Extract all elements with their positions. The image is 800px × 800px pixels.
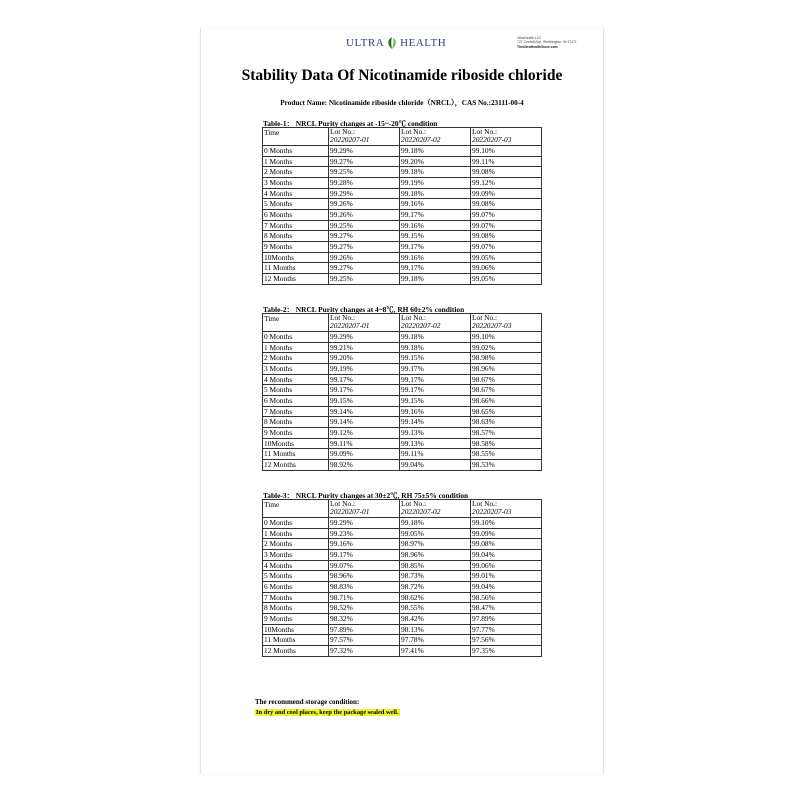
purity-cell: 99.04% (471, 549, 542, 560)
purity-cell: 98.32% (329, 614, 400, 625)
table-row (263, 406, 542, 417)
time-cell: 1 Months (263, 156, 329, 167)
time-cell: 11 Months (263, 635, 329, 646)
purity-cell: 99.18% (400, 188, 471, 199)
purity-cell: 99.19% (329, 363, 400, 374)
company-line: 727 Central Ave, Worthington, IN 47471 (517, 40, 577, 45)
purity-cell: 99.25% (329, 274, 400, 285)
purity-cell: 99.18% (400, 517, 471, 528)
table-row (263, 199, 542, 210)
leaf-icon (386, 36, 398, 50)
purity-cell: 98.96% (329, 571, 400, 582)
purity-cell: 98.53% (471, 460, 542, 471)
purity-cell: 99.15% (400, 231, 471, 242)
purity-cell: 98.62% (400, 592, 471, 603)
time-cell: 3 Months (263, 363, 329, 374)
time-header: Time (263, 500, 329, 518)
purity-cell: 98.42% (400, 614, 471, 625)
purity-cell: 99.17% (400, 263, 471, 274)
purity-cell: 99.20% (400, 156, 471, 167)
table-row (263, 549, 542, 560)
purity-cell: 99.08% (471, 231, 542, 242)
purity-cell: 99.14% (400, 417, 471, 428)
lot-number: 20220207-03 (472, 321, 512, 331)
purity-cell: 99.29% (329, 331, 400, 342)
purity-cell: 99.29% (329, 188, 400, 199)
purity-cell: 99.15% (400, 395, 471, 406)
table-row (263, 571, 542, 582)
time-cell: 4 Months (263, 188, 329, 199)
purity-cell: 98.96% (400, 549, 471, 560)
lot-label: Lot No.: (472, 127, 498, 136)
time-cell: 8 Months (263, 603, 329, 614)
time-cell: 12 Months (263, 646, 329, 657)
table-header-row (263, 128, 542, 146)
lot-number: 20220207-01 (330, 507, 370, 517)
table-row (263, 449, 542, 460)
table-row (263, 209, 542, 220)
table-row (263, 438, 542, 449)
lot-header (329, 314, 400, 332)
table-row (263, 220, 542, 231)
purity-cell: 99.26% (329, 252, 400, 263)
purity-cell: 99.27% (329, 242, 400, 253)
time-cell: 6 Months (263, 209, 329, 220)
purity-cell: 98.55% (400, 603, 471, 614)
purity-cell: 98.58% (471, 438, 542, 449)
table-row (263, 167, 542, 178)
purity-cell: 98.67% (471, 385, 542, 396)
purity-cell: 99.18% (400, 331, 471, 342)
time-cell: 1 Months (263, 528, 329, 539)
purity-cell: 99.27% (329, 231, 400, 242)
time-cell: 0 Months (263, 331, 329, 342)
purity-cell: 99.25% (329, 167, 400, 178)
purity-cell: 97.32% (329, 646, 400, 657)
time-cell: 7 Months (263, 220, 329, 231)
purity-cell: 99.07% (471, 220, 542, 231)
time-cell: 2 Months (263, 539, 329, 550)
time-cell: 7 Months (263, 592, 329, 603)
purity-cell: 99.08% (471, 167, 542, 178)
storage-heading: The recommend storage condition: (255, 698, 360, 706)
logo-text-right: HEALTH (400, 37, 447, 49)
table-row (263, 517, 542, 528)
purity-cell: 99.09% (471, 188, 542, 199)
table-row (263, 395, 542, 406)
purity-cell: 99.11% (400, 449, 471, 460)
lot-number: 20220207-01 (330, 321, 370, 331)
time-cell: 0 Months (263, 145, 329, 156)
time-header: Time (263, 128, 329, 146)
company-website: TheUltraHealthStore.com (517, 44, 558, 49)
lot-label: Lot No.: (401, 127, 427, 136)
purity-cell: 97.89% (471, 614, 542, 625)
time-cell: 5 Months (263, 199, 329, 210)
time-cell: 9 Months (263, 428, 329, 439)
purity-cell: 99.16% (329, 539, 400, 550)
purity-cell: 99.17% (329, 374, 400, 385)
lot-label: Lot No.: (401, 499, 427, 508)
time-cell: 9 Months (263, 242, 329, 253)
purity-cell: 99.23% (329, 528, 400, 539)
time-cell: 6 Months (263, 581, 329, 592)
lot-header (471, 128, 542, 146)
lot-label: Lot No.: (401, 313, 427, 322)
purity-cell: 98.66% (471, 395, 542, 406)
table-row (263, 242, 542, 253)
table-row (263, 385, 542, 396)
time-cell: 10Months (263, 252, 329, 263)
purity-cell: 99.20% (329, 353, 400, 364)
time-cell: 0 Months (263, 517, 329, 528)
table-row (263, 252, 542, 263)
table-caption: Table-3： NRCL Purity changes at 30±2℃, RH 75±5% condition (263, 491, 469, 500)
purity-cell: 97.57% (329, 635, 400, 646)
purity-cell: 99.16% (400, 220, 471, 231)
purity-cell: 98.73% (400, 571, 471, 582)
lot-label: Lot No.: (472, 313, 498, 322)
purity-cell: 99.07% (471, 209, 542, 220)
purity-cell: 99.06% (471, 560, 542, 571)
table-row (263, 342, 542, 353)
document-page (200, 28, 604, 774)
table-row (263, 353, 542, 364)
purity-cell: 97.41% (400, 646, 471, 657)
table-row (263, 581, 542, 592)
purity-cell: 97.89% (329, 624, 400, 635)
table-caption: Table-1： NRCL Purity changes at -15~-20℃ condition (263, 119, 438, 128)
purity-cell: 99.17% (400, 363, 471, 374)
purity-cell: 99.26% (329, 199, 400, 210)
lot-header (471, 500, 542, 518)
storage-instruction: In dry and cool places, keep the package sealed well. (256, 709, 399, 716)
table-row (263, 188, 542, 199)
table-row (263, 363, 542, 374)
purity-cell: 97.56% (471, 635, 542, 646)
time-cell: 8 Months (263, 231, 329, 242)
purity-cell: 99.17% (329, 549, 400, 560)
purity-cell: 99.10% (471, 331, 542, 342)
purity-cell: 98.52% (329, 603, 400, 614)
purity-cell: 99.05% (471, 252, 542, 263)
lot-number: 20220207-01 (330, 135, 370, 145)
time-cell: 2 Months (263, 353, 329, 364)
time-cell: 3 Months (263, 177, 329, 188)
purity-cell: 99.27% (329, 263, 400, 274)
purity-cell: 99.16% (400, 406, 471, 417)
lot-header (400, 314, 471, 332)
purity-cell: 99.18% (400, 342, 471, 353)
table-row (263, 145, 542, 156)
document-title: Stability Data Of Nicotinamide riboside chloride (241, 67, 563, 84)
time-cell: 11 Months (263, 263, 329, 274)
purity-cell: 98.72% (400, 581, 471, 592)
purity-cell: 98.83% (329, 581, 400, 592)
purity-cell: 99.18% (400, 274, 471, 285)
purity-cell: 99.06% (471, 263, 542, 274)
purity-cell: 99.27% (329, 156, 400, 167)
purity-cell: 98.55% (471, 449, 542, 460)
table-row (263, 603, 542, 614)
lot-header (329, 128, 400, 146)
table-row (263, 560, 542, 571)
table-row (263, 539, 542, 550)
purity-cell: 99.10% (471, 517, 542, 528)
lot-header (400, 500, 471, 518)
table-row (263, 331, 542, 342)
lot-label: Lot No.: (330, 499, 356, 508)
table-row (263, 177, 542, 188)
time-cell: 12 Months (263, 460, 329, 471)
purity-cell: 98.92% (329, 460, 400, 471)
time-cell: 10Months (263, 624, 329, 635)
time-cell: 2 Months (263, 167, 329, 178)
purity-cell: 99.01% (471, 571, 542, 582)
ultra-health-logo (346, 36, 446, 50)
lot-number: 20220207-03 (472, 135, 512, 145)
table-row (263, 374, 542, 385)
purity-cell: 99.17% (400, 242, 471, 253)
time-cell: 8 Months (263, 417, 329, 428)
purity-cell: 99.12% (329, 428, 400, 439)
table-row (263, 274, 542, 285)
time-cell: 1 Months (263, 342, 329, 353)
table-row (263, 646, 542, 657)
purity-cell: 99.28% (329, 177, 400, 188)
purity-cell: 99.02% (471, 342, 542, 353)
purity-cell: 98.57% (471, 428, 542, 439)
company-line: UltraHealth LLC. (517, 36, 543, 40)
purity-cell: 99.16% (400, 199, 471, 210)
purity-cell: 99.07% (471, 242, 542, 253)
purity-cell: 99.11% (329, 438, 400, 449)
time-cell: 3 Months (263, 549, 329, 560)
stability-table (262, 499, 542, 657)
lot-header (329, 500, 400, 518)
purity-cell: 97.78% (400, 635, 471, 646)
lot-header (471, 314, 542, 332)
lot-label: Lot No.: (330, 127, 356, 136)
purity-cell: 98.97% (400, 539, 471, 550)
purity-cell: 98.63% (471, 417, 542, 428)
table-row (263, 231, 542, 242)
purity-cell: 99.04% (471, 581, 542, 592)
purity-cell: 99.10% (471, 145, 542, 156)
table-header-row (263, 500, 542, 518)
purity-cell: 99.08% (471, 539, 542, 550)
table-row (263, 263, 542, 274)
purity-cell: 99.13% (400, 438, 471, 449)
purity-cell: 99.19% (400, 177, 471, 188)
purity-cell: 99.14% (329, 406, 400, 417)
company-address (517, 36, 577, 49)
purity-cell: 99.26% (329, 209, 400, 220)
purity-cell: 98.47% (471, 603, 542, 614)
purity-cell: 98.67% (471, 374, 542, 385)
purity-cell: 98.71% (329, 592, 400, 603)
table-row (263, 624, 542, 635)
purity-cell: 99.15% (329, 395, 400, 406)
table-row (263, 614, 542, 625)
purity-cell: 99.15% (400, 353, 471, 364)
purity-cell: 99.05% (471, 274, 542, 285)
purity-cell: 98.96% (471, 363, 542, 374)
time-header: Time (263, 314, 329, 332)
table-row (263, 635, 542, 646)
purity-cell: 99.09% (471, 528, 542, 539)
purity-cell: 98.85% (400, 560, 471, 571)
lot-number: 20220207-02 (401, 135, 441, 145)
table-row (263, 460, 542, 471)
purity-cell: 99.14% (329, 417, 400, 428)
purity-cell: 99.18% (400, 167, 471, 178)
purity-cell: 99.05% (400, 528, 471, 539)
purity-cell: 99.29% (329, 145, 400, 156)
purity-cell: 99.08% (471, 199, 542, 210)
time-cell: 10Months (263, 438, 329, 449)
purity-cell: 99.29% (329, 517, 400, 528)
purity-cell: 99.07% (329, 560, 400, 571)
table-row (263, 528, 542, 539)
product-name-line: Product Name: Nicotinamide riboside chloride（NRCL），CAS No.:23111-00-4 (280, 99, 524, 107)
lot-header (400, 128, 471, 146)
time-cell: 9 Months (263, 614, 329, 625)
purity-cell: 98.98% (471, 353, 542, 364)
time-cell: 6 Months (263, 395, 329, 406)
table-caption: Table-2： NRCL Purity changes at 4~8℃, RH 60±2% condition (263, 305, 465, 314)
table-row (263, 428, 542, 439)
lot-number: 20220207-02 (401, 321, 441, 331)
purity-cell: 98.65% (471, 406, 542, 417)
stability-table (262, 127, 542, 285)
time-cell: 11 Months (263, 449, 329, 460)
purity-cell: 99.04% (400, 460, 471, 471)
lot-label: Lot No.: (330, 313, 356, 322)
purity-cell: 99.18% (400, 145, 471, 156)
purity-cell: 99.17% (400, 209, 471, 220)
lot-number: 20220207-03 (472, 507, 512, 517)
time-cell: 4 Months (263, 560, 329, 571)
stability-table (262, 313, 542, 471)
time-cell: 4 Months (263, 374, 329, 385)
time-cell: 5 Months (263, 385, 329, 396)
purity-cell: 98.13% (400, 624, 471, 635)
table-row (263, 156, 542, 167)
purity-cell: 99.16% (400, 252, 471, 263)
time-cell: 5 Months (263, 571, 329, 582)
lot-number: 20220207-02 (401, 507, 441, 517)
time-cell: 12 Months (263, 274, 329, 285)
purity-cell: 99.17% (400, 385, 471, 396)
table-header-row (263, 314, 542, 332)
purity-cell: 97.35% (471, 646, 542, 657)
purity-cell: 99.13% (400, 428, 471, 439)
purity-cell: 99.21% (329, 342, 400, 353)
purity-cell: 99.12% (471, 177, 542, 188)
purity-cell: 99.17% (329, 385, 400, 396)
purity-cell: 99.09% (329, 449, 400, 460)
logo-text-left: ULTRA (346, 37, 385, 49)
lot-label: Lot No.: (472, 499, 498, 508)
time-cell: 7 Months (263, 406, 329, 417)
purity-cell: 99.25% (329, 220, 400, 231)
purity-cell: 98.56% (471, 592, 542, 603)
purity-cell: 97.77% (471, 624, 542, 635)
purity-cell: 99.17% (400, 374, 471, 385)
table-row (263, 592, 542, 603)
table-row (263, 417, 542, 428)
purity-cell: 99.11% (471, 156, 542, 167)
